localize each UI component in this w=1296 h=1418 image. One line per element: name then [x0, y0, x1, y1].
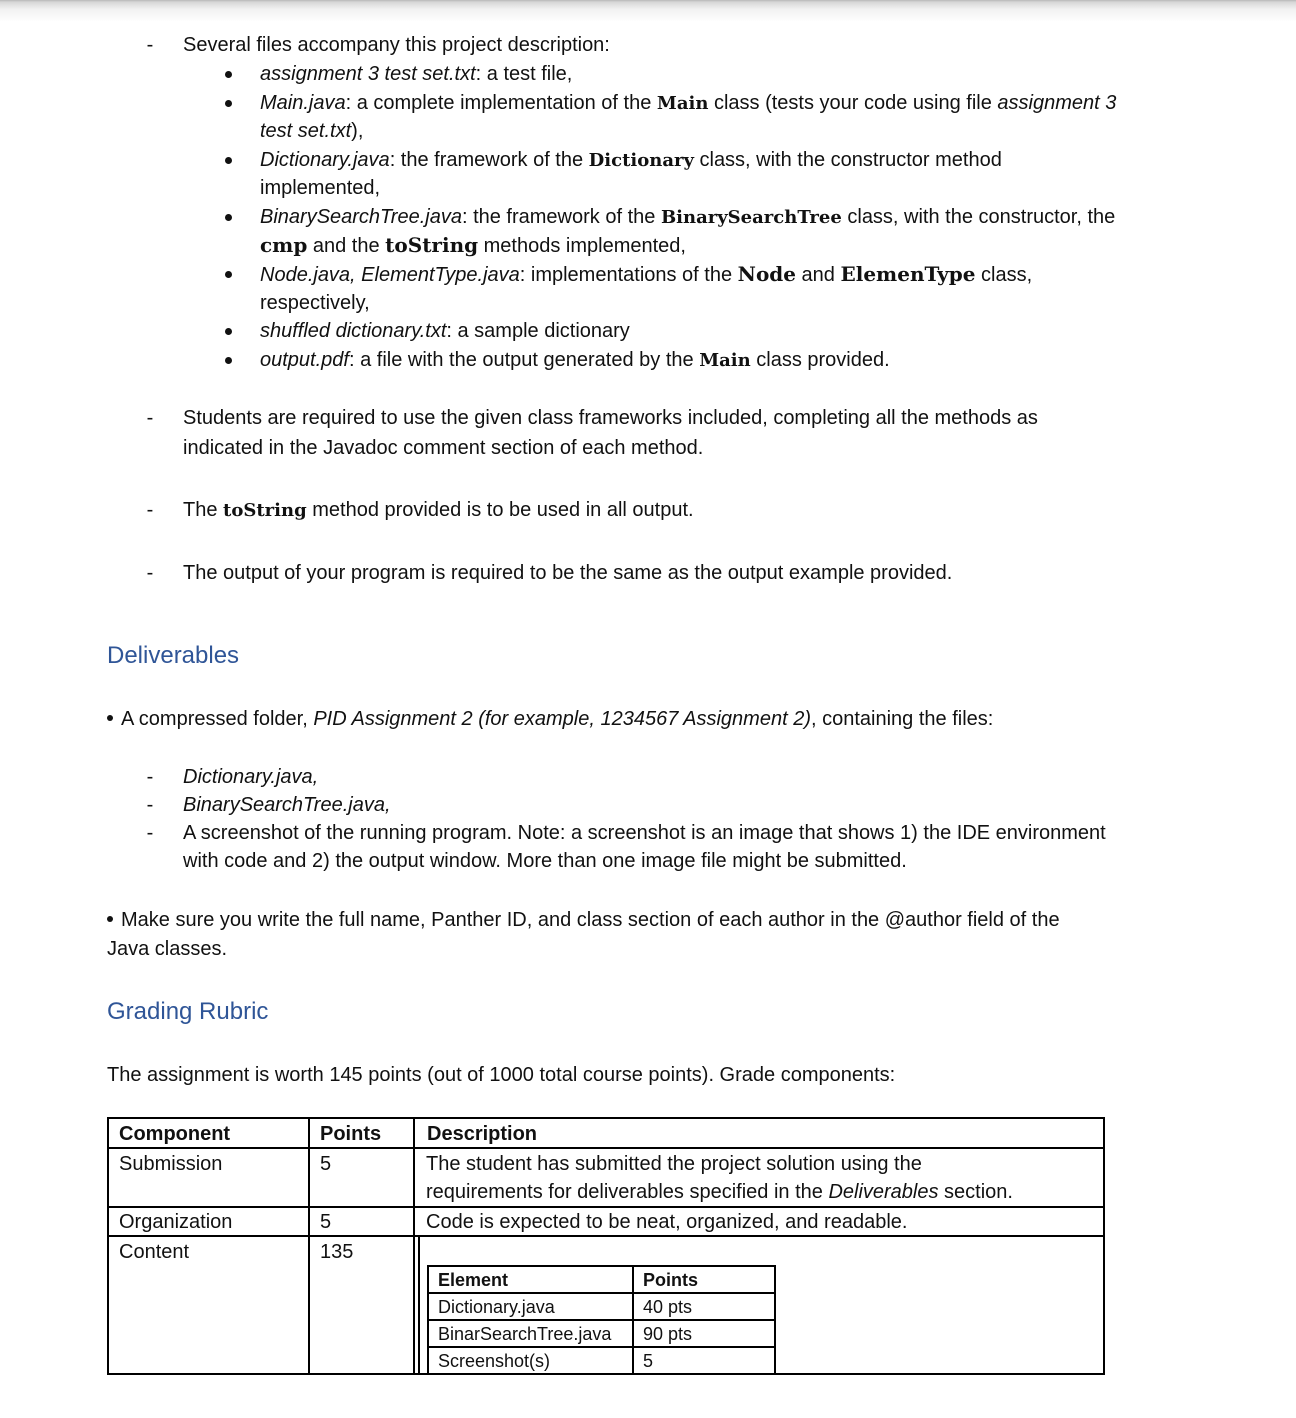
element-name: BinarSearchTree.java: [438, 1324, 612, 1344]
file-desc: : a test file,: [475, 63, 573, 85]
deliverable-screenshot: A screenshot of the running program. Note: a screenshot is an image that shows 1) the IDE environment: [183, 822, 1106, 844]
row-points: 135: [320, 1241, 354, 1263]
element-points: 90 pts: [643, 1324, 693, 1344]
text: Make sure you write the full name, Panther ID, and class section of each author in the @author field of the: [121, 909, 1060, 931]
file-desc: : implementations of the: [519, 264, 738, 286]
element-points: 5: [643, 1351, 654, 1371]
row-description: Code is expected to be neat, organized, and readable.: [426, 1211, 908, 1233]
deliverable-bst: BinarySearchTree.java,: [183, 794, 391, 816]
requirement-frameworks: Students are required to use the given class frameworks included, completing all the methods as: [183, 407, 1038, 429]
header-points: Points: [643, 1270, 699, 1290]
text: method provided is to be used in all output.: [306, 499, 694, 521]
row-component: Organization: [119, 1211, 233, 1233]
file-item-main-cont: [260, 117, 363, 145]
folder-name-example: PID Assignment 2 (for example, 1234567 Assignment 2): [313, 708, 811, 730]
file-item-node: [260, 260, 1032, 289]
dash-bullet: -: [146, 822, 154, 844]
text: requirements for deliverables specified in the: [426, 1181, 829, 1203]
file-ref: test set.txt: [260, 120, 352, 142]
author-note-cont: Java classes.: [107, 938, 228, 960]
content-breakdown-table: [427, 1265, 776, 1374]
element-points: 40 pts: [643, 1297, 693, 1317]
header-component: Component: [119, 1123, 231, 1145]
file-item-test-set: [260, 60, 572, 88]
file-item-dictionary-cont: implemented,: [260, 177, 381, 199]
file-ref: assignment 3: [997, 92, 1117, 114]
bullet-icon: [225, 71, 232, 78]
file-desc: and the: [307, 235, 386, 257]
bullet-icon: [107, 916, 113, 922]
header-points: Points: [320, 1123, 382, 1145]
code-tostring: toString: [223, 500, 307, 521]
file-desc: : a file with the output generated by the: [348, 349, 700, 371]
files-intro-text: Several files accompany this project description:: [183, 34, 610, 56]
table-divider: [418, 1236, 420, 1373]
row-component: Submission: [119, 1153, 223, 1175]
bullet-icon: [107, 715, 113, 721]
dash-bullet: -: [146, 562, 154, 584]
text: A compressed folder,: [121, 708, 314, 730]
dash-bullet: -: [146, 407, 154, 429]
file-name: shuffled dictionary.txt: [260, 320, 447, 342]
file-name: Node.java, ElementType.java: [260, 264, 520, 286]
file-desc: and: [796, 264, 841, 286]
bullet-icon: [225, 100, 232, 107]
dash-bullet: -: [146, 499, 154, 521]
file-item-bst: [260, 203, 1115, 232]
bullet-icon: [225, 214, 232, 221]
file-desc: : a sample dictionary: [446, 320, 630, 342]
bullet-icon: [225, 328, 232, 335]
rubric-heading: Grading Rubric: [107, 998, 269, 1025]
page-top-shadow: [0, 0, 1296, 22]
deliverable-screenshot-cont: with code and 2) the output window. More than one image file might be submitted.: [183, 850, 907, 872]
bullet-icon: [225, 357, 232, 364]
file-name: BinarySearchTree.java: [260, 206, 462, 228]
file-desc: ),: [351, 120, 364, 142]
file-desc: : the framework of the: [461, 206, 661, 228]
deliverables-heading: Deliverables: [107, 642, 240, 669]
bullet-icon: [225, 271, 232, 278]
file-name: output.pdf: [260, 349, 349, 371]
text: section.: [938, 1181, 1013, 1203]
row-description: The student has submitted the project solution using the: [426, 1153, 922, 1175]
file-item-dictionary: [260, 146, 1002, 175]
bullet-icon: [225, 157, 232, 164]
code-dictionary: Dictionary: [588, 150, 694, 171]
table-divider: [109, 1147, 1103, 1149]
row-points: 5: [320, 1211, 332, 1233]
code-main: Main: [699, 350, 751, 371]
row-points: 5: [320, 1153, 332, 1175]
file-name: assignment 3 test set.txt: [260, 63, 476, 85]
table-divider: [308, 1119, 310, 1373]
header-element: Element: [438, 1270, 509, 1290]
code-elementype: ElemenType: [840, 262, 976, 286]
element-name: Screenshot(s): [438, 1351, 551, 1371]
row-component: Content: [119, 1241, 190, 1263]
row-description-cont: [426, 1178, 1013, 1206]
requirement-tostring: [183, 496, 694, 525]
rubric-summary: The assignment is worth 145 points (out of 1000 total course points). Grade components:: [107, 1064, 896, 1086]
file-item-output: [260, 346, 890, 375]
requirement-frameworks-cont: indicated in the Javadoc comment section of each method.: [183, 437, 704, 459]
header-description: Description: [427, 1123, 538, 1145]
file-desc: class, with the constructor method: [693, 149, 1002, 171]
file-name: Dictionary.java: [260, 149, 390, 171]
element-name: Dictionary.java: [438, 1297, 555, 1317]
code-tostring: toString: [385, 233, 479, 257]
file-name: Main.java: [260, 92, 346, 114]
code-main: Main: [656, 93, 709, 114]
code-cmp: cmp: [260, 233, 308, 257]
text: The: [183, 499, 224, 521]
file-desc: class (tests your code using file: [708, 92, 998, 114]
code-bst: BinarySearchTree: [660, 207, 842, 228]
file-item-bst-cont: [260, 231, 686, 260]
deliverables-ref: Deliverables: [828, 1181, 939, 1203]
file-desc: : the framework of the: [389, 149, 589, 171]
file-item-shuffled: [260, 317, 630, 345]
text: , containing the files:: [810, 708, 994, 730]
file-item-node-cont: respectively,: [260, 292, 370, 314]
file-desc: class,: [975, 264, 1033, 286]
file-desc: methods implemented,: [478, 235, 686, 257]
code-node: Node: [737, 262, 796, 286]
file-item-main: [260, 89, 1116, 118]
deliverable-folder: [107, 705, 993, 733]
author-note: [107, 906, 1060, 934]
file-desc: : a complete implementation of the: [345, 92, 657, 114]
requirement-output: The output of your program is required to be the same as the output example provided.: [183, 562, 953, 584]
file-desc: class provided.: [750, 349, 890, 371]
dash-bullet: -: [146, 794, 154, 816]
table-divider: [413, 1119, 415, 1373]
dash-bullet: -: [146, 766, 154, 788]
deliverable-dictionary: Dictionary.java,: [183, 766, 319, 788]
file-desc: class, with the constructor, the: [841, 206, 1116, 228]
dash-bullet: -: [146, 34, 154, 56]
